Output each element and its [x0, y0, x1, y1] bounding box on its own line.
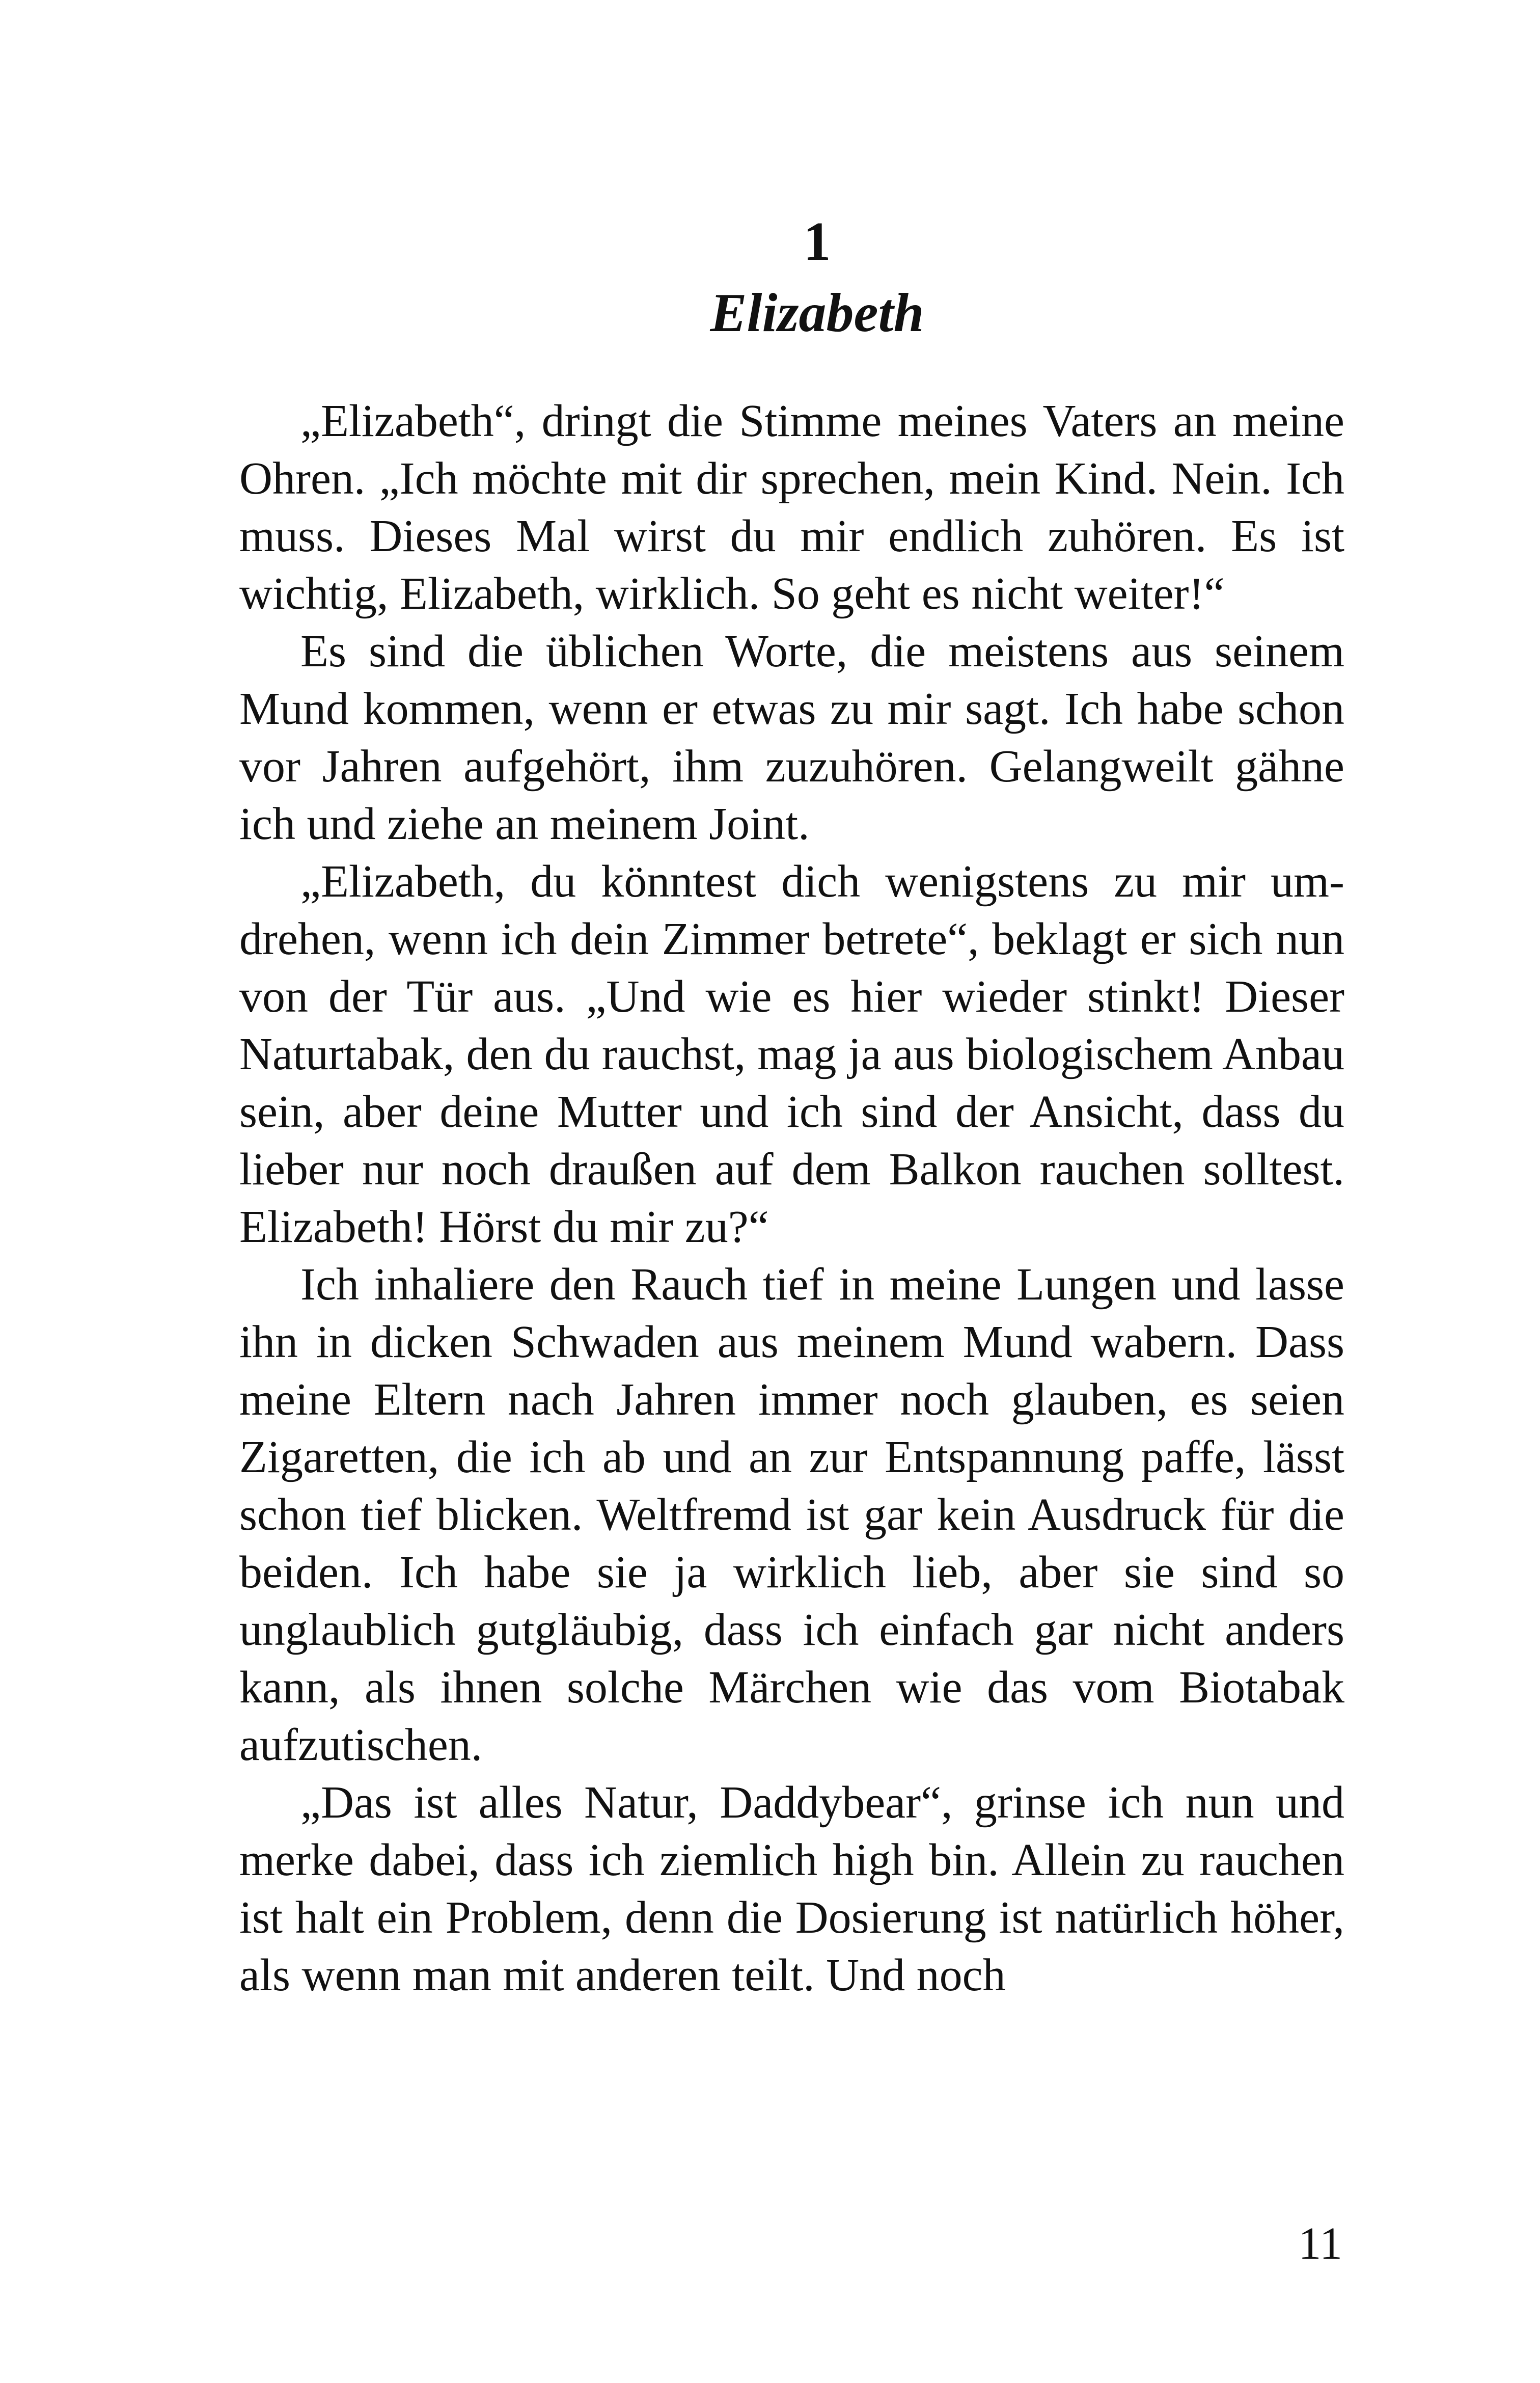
- paragraph: Es sind die üblichen Worte, die meistens aus seinem Mund kommen, wenn er etwas zu mir sagt. Ich habe schon vor Jahren aufgehört, ihm zuzuhören. Gelangweilt gähne ich und ziehe an meinem Joint.: [239, 626, 1344, 849]
- chapter-number: 1: [803, 211, 831, 272]
- paragraph: „Elizabeth, du könntest dich wenigstens zu mir umdrehen, wenn ich dein Zimmer betrete“, beklagt er sich nun von der Tür aus. „Und wie es hier wieder stinkt! Dieser Naturtabak, den du rauchst, mag ja aus biologischem Anbau sein, aber deine Mutter und ich sind der Ansicht, dass du lieber nur noch draußen auf dem Balkon rauchen solltest. Elizabeth! Hörst du mir zu?“: [239, 856, 1344, 1252]
- paragraph: Ich inhaliere den Rauch tief in meine Lungen und lasse ihn in dicken Schwaden aus meinem Mund wabern. Dass meine Eltern nach Jahren immer noch glauben, es seien Zigaretten, die ich ab und an zur Entspannung paffe, lässt schon tief blicken. Weltfremd ist gar kein Ausdruck für die beiden. Ich habe sie ja wirklich lieb, aber sie sind so unglaublich gutgläubig, dass ich einfach gar nicht anders kann, als ihnen solche Märchen wie das vom Biotabak aufzutischen.: [239, 1259, 1344, 1770]
- chapter-title: Elizabeth: [710, 283, 924, 343]
- page-number: 11: [1298, 2218, 1342, 2269]
- paragraph: „Elizabeth“, dringt die Stimme meines Vaters an meine Ohren. „Ich möchte mit dir sprechen, mein Kind. Nein. Ich muss. Dieses Mal wirst du mir endlich zuhören. Es ist wichtig, Elizabeth, wirklich. So geht es nicht weiter!“: [239, 396, 1344, 619]
- body-text: [239, 392, 1344, 2004]
- paragraph: „Das ist alles Natur, Daddybear“, grinse ich nun und merke dabei, dass ich ziemlich high bin. Allein zu rauchen ist halt ein Problem, denn die Dosierung ist natürlich höher, als wenn man mit anderen teilt. Und noch: [239, 1777, 1344, 2000]
